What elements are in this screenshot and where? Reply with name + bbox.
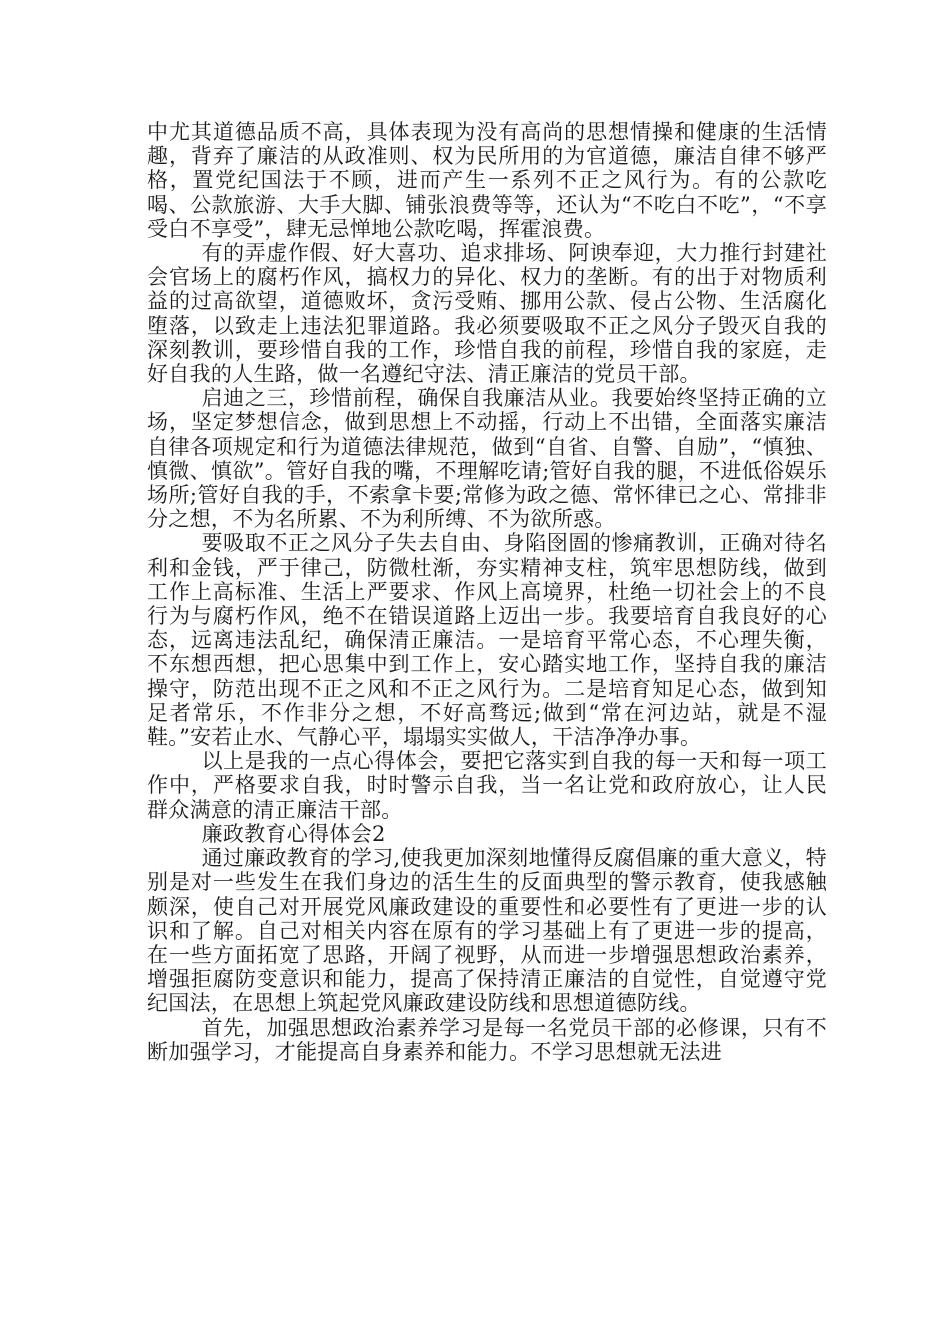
paragraph: 首先，加强思想政治素养学习是每一名党员干部的必修课，只有不断加强学习，才能提高自身素养和能力。不学习思想就无法进 (147, 1015, 827, 1064)
paragraph: 通过廉政教育的学习,使我更加深刻地懂得反腐倡廉的重大意义，特别是对一些发生在我们身边的活生生的反面典型的警示教育，使我感触颇深，使自己对开展党风廉政建设的重要性和必要性有了更进一步的认识和了解。自己对相关内容在原有的学习基础上有了更进一步的提高，在一些方面拓宽了思路，开阔了视野，从而进一步增强思想政治素养，增强拒腐防变意识和能力，提高了保持清正廉洁的自觉性，自觉遵守党纪国法，在思想上筑起党风廉政建设防线和思想道德防线。 (147, 846, 827, 1016)
document-body (147, 120, 827, 1064)
section-heading: 廉政教育心得体会2 (201, 821, 386, 846)
paragraph-continued: 中尤其道德品质不高，具体表现为没有高尚的思想情操和健康的生活情趣，背弃了廉洁的从政准则、权为民所用的为官道德，廉洁自律不够严格，置党纪国法于不顾，进而产生一系列不正之风行为。有的公款吃喝、公款旅游、大手大脚、铺张浪费等等，还认为“不吃白不吃”，“不享受白不享受”，肆无忌惮地公款吃喝，挥霍浪费。 (147, 120, 827, 241)
paragraph: 启迪之三，珍惜前程，确保自我廉洁从业。我要始终坚持正确的立场，坚定梦想信念，做到思想上不动摇，行动上不出错，全面落实廉洁自律各项规定和行为道德法律规范，做到“自省、自警、自励”，“慎独、慎微、慎欲”。管好自我的嘴，不理解吃请;管好自我的腿，不进低俗娱乐场所;管好自我的手，不索拿卡要;常修为政之德、常怀律已之心、常排非分之想，不为名所累、不为利所缚、不为欲所惑。 (147, 386, 827, 532)
paragraph: 要吸取不正之风分子失去自由、身陷囹圄的惨痛教训，正确对待名利和金钱，严于律己，防微杜渐，夯实精神支柱，筑牢思想防线，做到工作上高标准、生活上严要求、作风上高境界，杜绝一切社会上的不良行为与腐朽作风，绝不在错误道路上迈出一步。我要培育自我良好的心态，远离违法乱纪，确保清正廉洁。一是培育平常心态，不心理失衡，不东想西想，把心思集中到工作上，安心踏实地工作，坚持自我的廉洁操守，防范出现不正之风和不正之风行为。二是培育知足心态，做到知足者常乐，不作非分之想，不好高骛远;做到“常在河边站，就是不湿鞋。”安若止水、气静心平，塌塌实实做人，干洁净净办事。 (147, 531, 827, 750)
paragraph: 以上是我的一点心得体会，要把它落实到自我的每一天和每一项工作中，严格要求自我，时时警示自我，当一名让党和政府放心，让人民群众满意的清正廉洁干部。 (147, 749, 827, 822)
paragraph: 有的弄虚作假、好大喜功、追求排场、阿谀奉迎，大力推行封建社会官场上的腐朽作风，搞权力的异化、权力的垄断。有的出于对物质利益的过高欲望，道德败坏，贪污受贿、挪用公款、侵占公物、生活腐化堕落，以致走上违法犯罪道路。我必须要吸取不正之风分子毁灭自我的深刻教训，要珍惜自我的工作，珍惜自我的前程，珍惜自我的家庭，走好自我的人生路，做一名遵纪守法、清正廉洁的党员干部。 (147, 241, 827, 387)
